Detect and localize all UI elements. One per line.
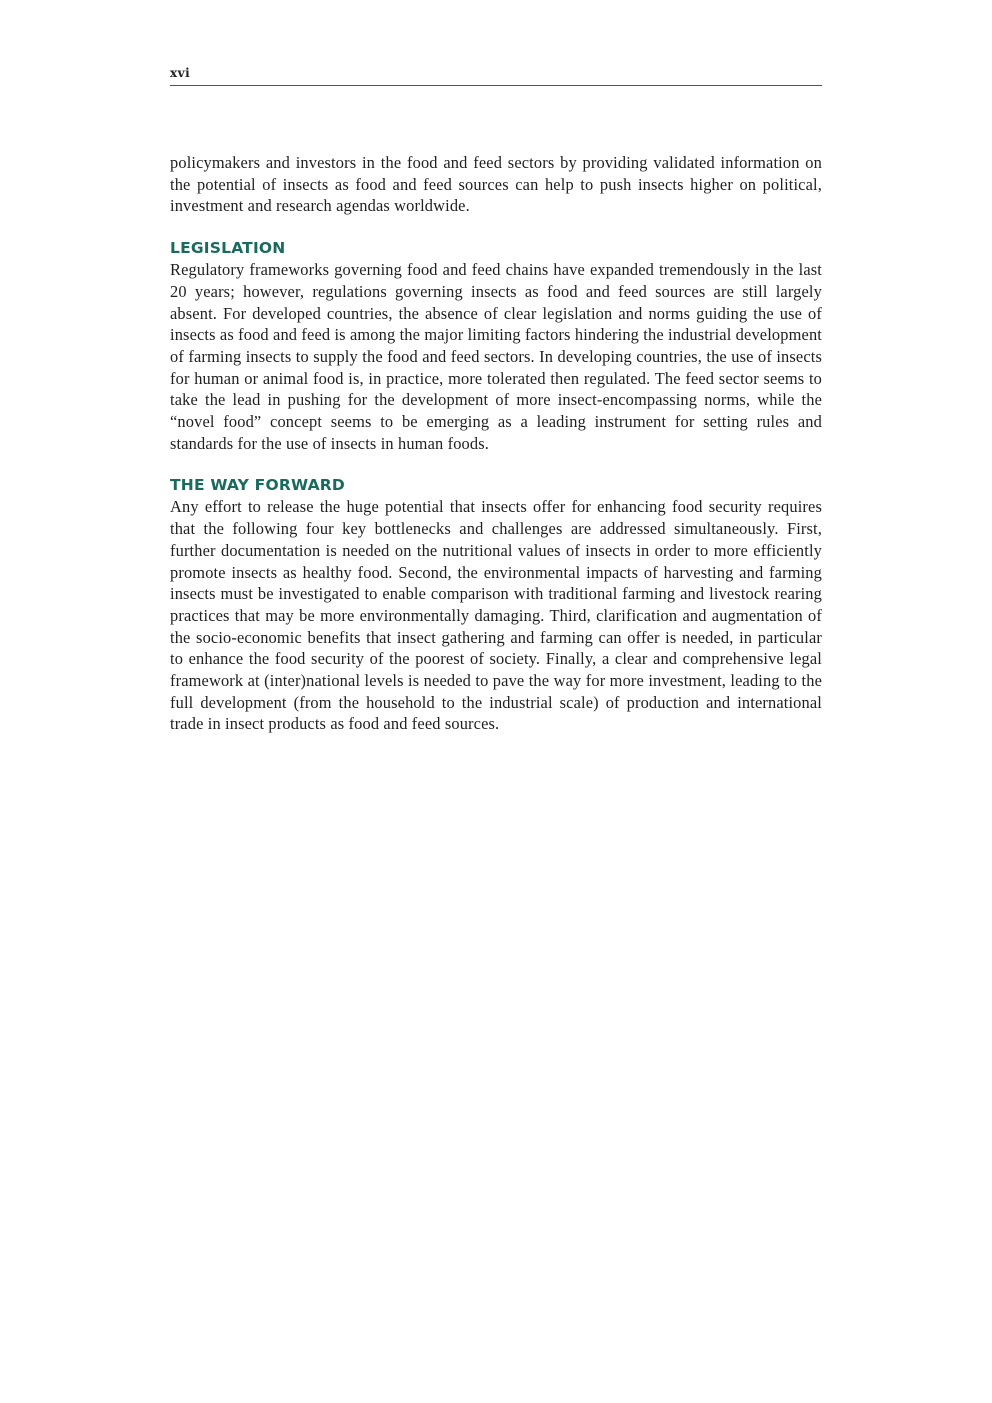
legislation-paragraph: Regulatory frameworks governing food and feed chains have expanded tremendously in the last 20 years; however, regulations governing insects as food and feed sources are still largely absent. For developed countries, the absence of clear legislation and norms guiding the use of insects as food and feed is among the major limiting factors hindering the industrial development of farming insects to supply the food and feed sectors. In developing countries, the use of insects for human or animal food is, in practice, more tolerated then regulated. The feed sector seems to take the lead in pushing for the development of more insect-encompassing norms, while the “novel food” concept seems to be emerging as a leading instrument for setting rules and standards for the use of insects in human foods.: [170, 260, 822, 453]
section-spacer: [170, 454, 822, 475]
intro-paragraph: policymakers and investors in the food and feed sectors by providing validated information on the potential of insects as food and feed sources can help to push insects higher on political, investment and research agendas worldwide.: [170, 153, 822, 216]
page-number: xvi: [170, 66, 191, 80]
header-divider: [170, 85, 822, 86]
legislation-heading: LEGISLATION: [170, 239, 286, 258]
way-forward-paragraph: Any effort to release the huge potential that insects offer for enhancing food security requires that the following four key bottlenecks and challenges are addressed simultaneously. First, further documentation is needed on the nutritional values of insects in order to more efficiently promote insects as healthy food. Second, the environmental impacts of harvesting and farming insects must be investigated to enable comparison with traditional farming and livestock rearing practices that may be more environmentally damaging. Third, clarification and augmentation of the socio-economic benefits that insect gathering and farming can offer is needed, in particular to enhance the food security of the poorest of society. Finally, a clear and comprehensive legal framework at (inter)national levels is needed to pave the way for more investment, leading to the full development (from the household to the industrial scale) of production and international trade in insect products as food and feed sources.: [170, 497, 822, 734]
page-header: [170, 64, 822, 82]
page-body: [170, 152, 822, 735]
way-forward-heading: THE WAY FORWARD: [170, 476, 345, 495]
section-spacer: [170, 217, 822, 238]
